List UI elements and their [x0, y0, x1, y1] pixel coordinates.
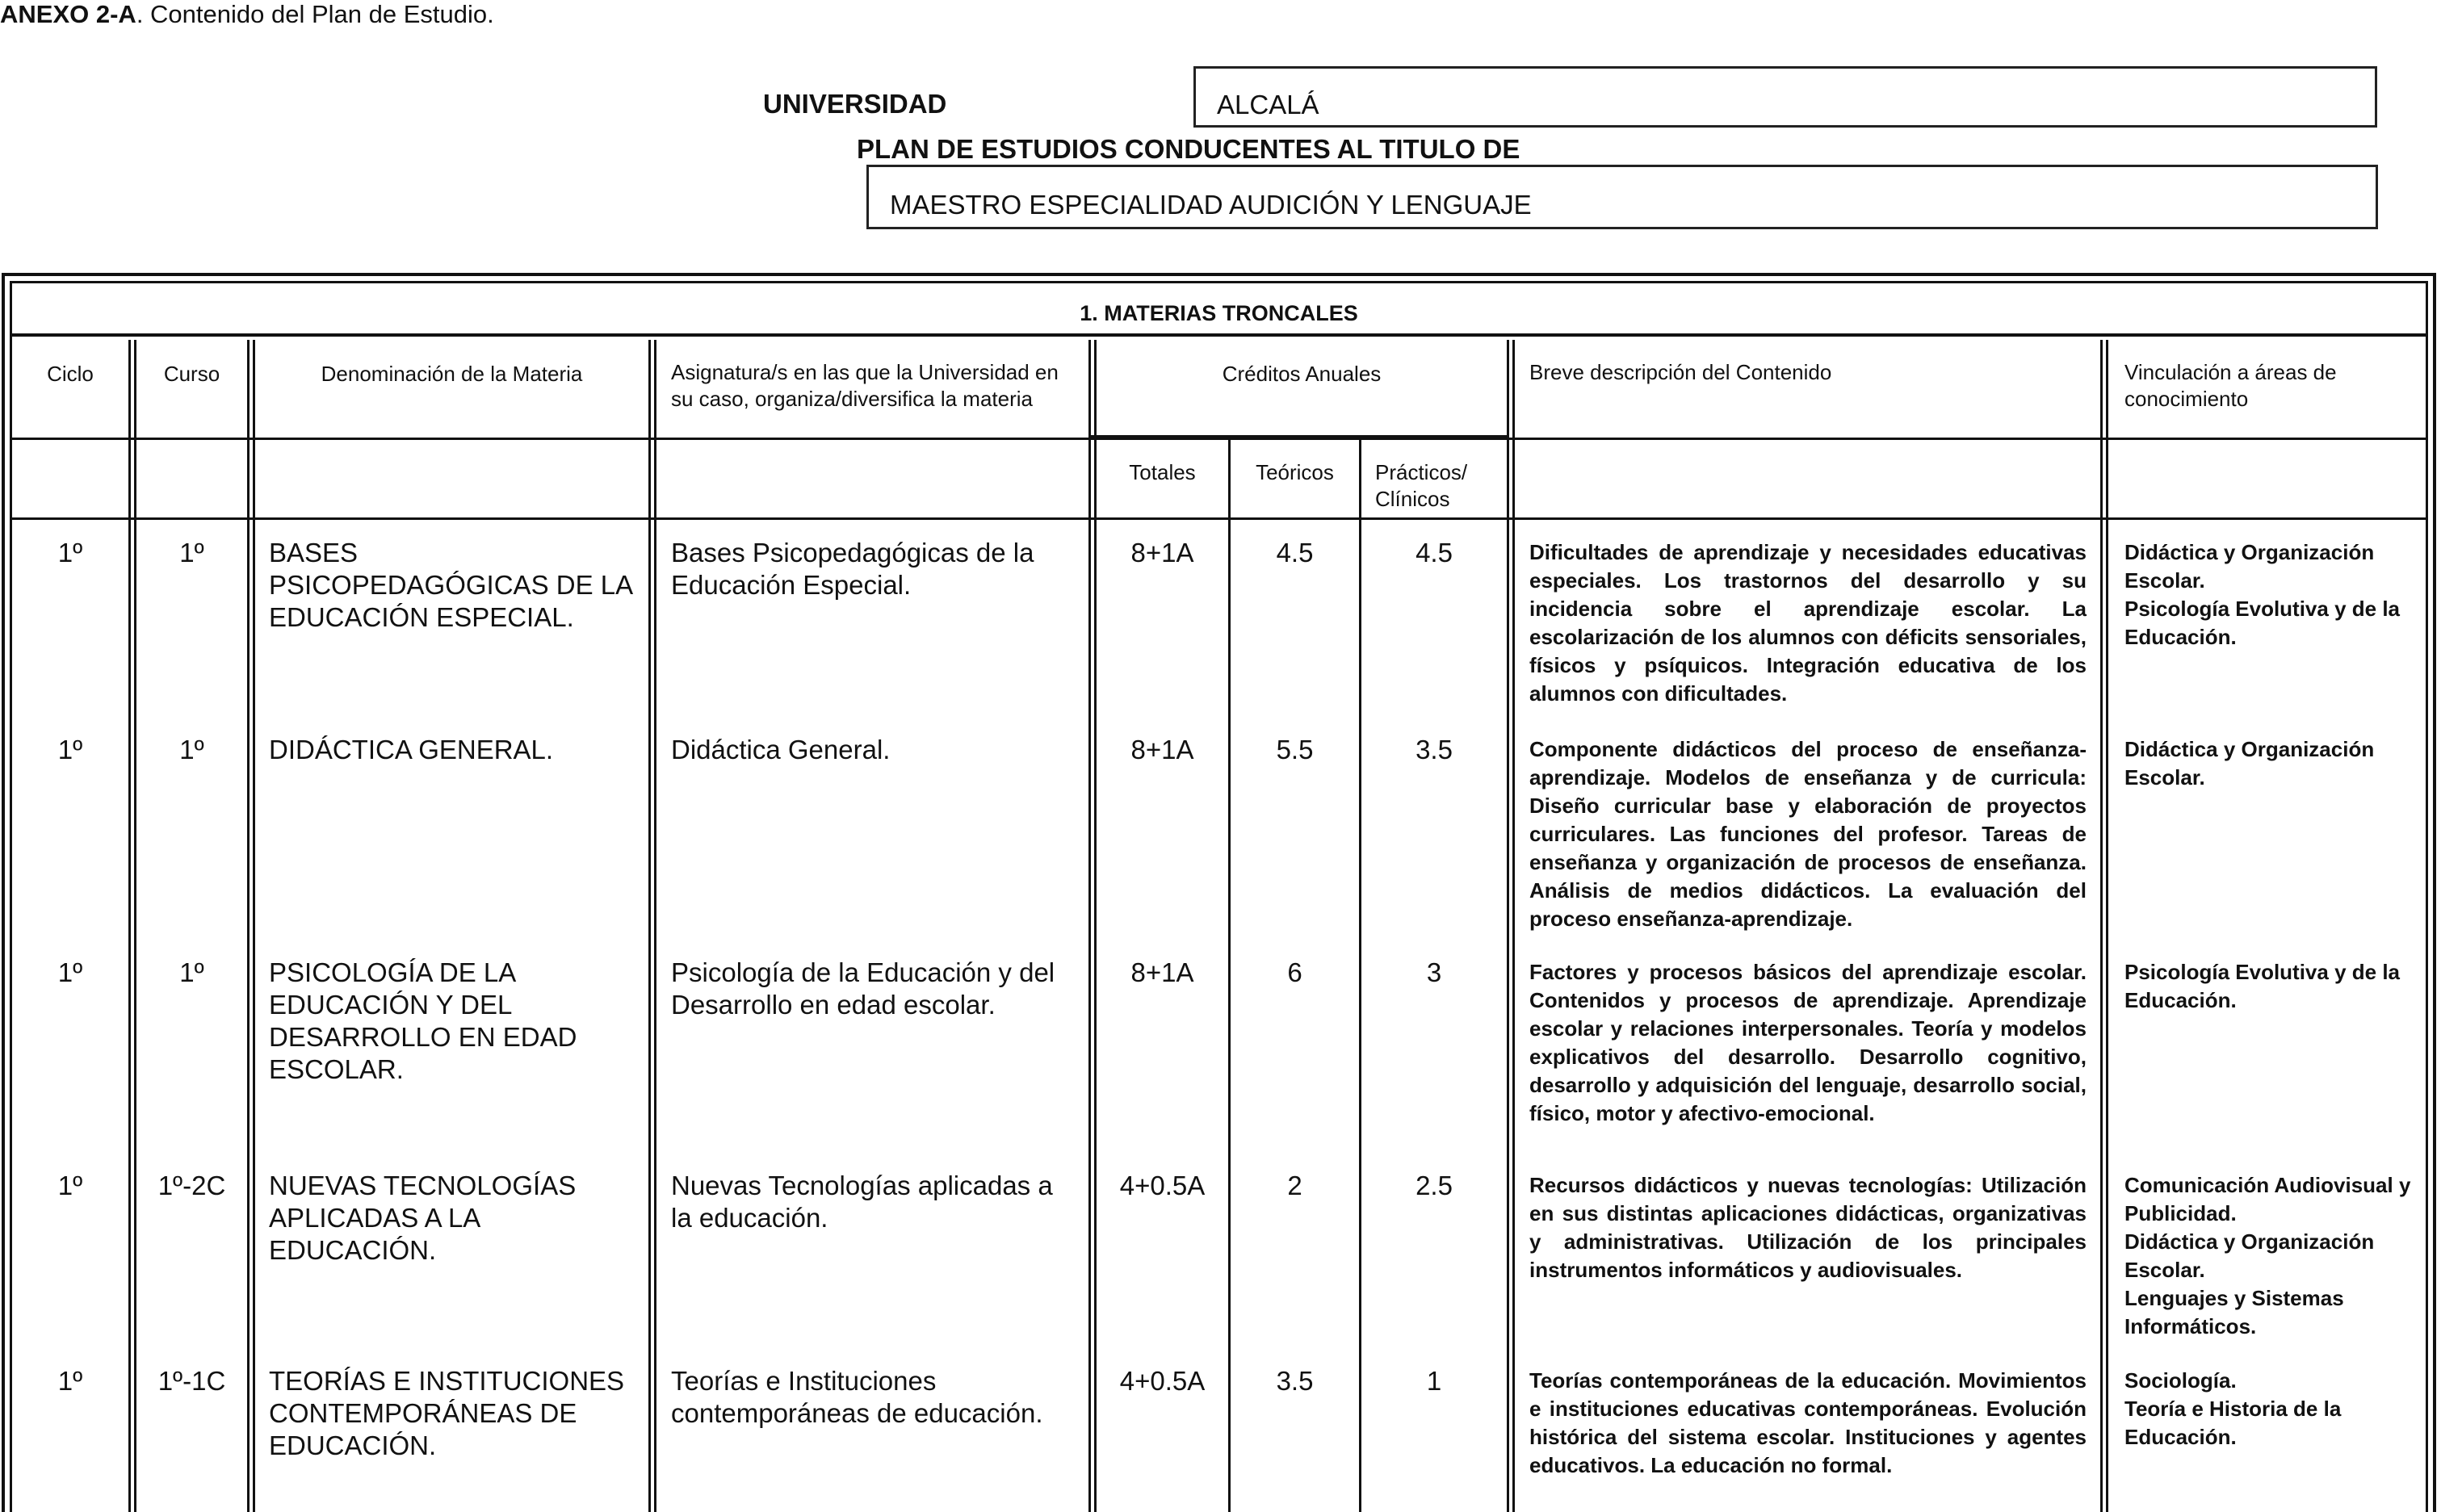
row-teoricos: 4.5: [1276, 538, 1314, 568]
row-denominacion: PSICOLOGÍA DE LA EDUCACIÓN Y DEL DESARROLLO EN EDAD ESCOLAR.: [269, 957, 577, 1084]
row-descripcion: Factores y procesos básicos del aprendizaje escolar. Contenidos y procesos de aprendizaje. Aprendizaje escolar y relaciones interpersonales. Teoría y modelos explicativos del desarrollo. Desarrollo cognitivo, desarrollo y adquisición del lenguaje, desarrollo social, físico, motor y afectivo-emocional.: [1529, 960, 2087, 1125]
university-value: ALCALÁ: [1193, 66, 2377, 128]
header-teoricos: Teóricos: [1256, 460, 1334, 484]
row-totales: 4+0.5A: [1119, 1366, 1206, 1396]
row-teoricos: 2: [1287, 1171, 1302, 1200]
row-curso: 1º: [179, 957, 204, 987]
area-item: Sociología.: [2124, 1368, 2237, 1393]
row-denominacion: DIDÁCTICA GENERAL.: [269, 735, 554, 764]
row-totales: 8+1A: [1130, 735, 1194, 764]
row-areas: [2124, 958, 2431, 1015]
row-asignatura: Psicología de la Educación y del Desarrollo en edad escolar.: [671, 957, 1055, 1020]
row-curso: 1º-1C: [157, 1366, 226, 1396]
plan-label: PLAN DE ESTUDIOS CONDUCENTES AL TITULO DE: [857, 134, 1520, 164]
header-vinculacion: Vinculación a áreas de conocimiento: [2124, 360, 2337, 411]
col-divider: [1088, 340, 1097, 1512]
row-areas: [2124, 538, 2431, 651]
col-divider: [247, 340, 255, 1512]
row-practicos: 3.5: [1416, 735, 1453, 764]
header-practicos: Prácticos/ Clínicos: [1375, 460, 1468, 511]
col-divider: [2100, 340, 2108, 1512]
row-ciclo: 1º: [57, 1366, 83, 1396]
row-practicos: 1: [1426, 1366, 1442, 1396]
row-asignatura: Bases Psicopedagógicas de la Educación Especial.: [671, 538, 1034, 600]
area-item: Teoría e Historia de la Educación.: [2124, 1397, 2342, 1449]
row-ciclo: 1º: [57, 957, 83, 987]
header-descripcion: Breve descripción del Contenido: [1529, 360, 1832, 384]
annex-prefix: ANEXO 2-A: [0, 0, 136, 28]
header-rule: [12, 438, 2426, 440]
row-ciclo: 1º: [57, 1171, 83, 1200]
row-curso: 1º: [179, 735, 204, 764]
header-rule: [12, 517, 2426, 520]
row-ciclo: 1º: [57, 735, 83, 764]
row-denominacion: BASES PSICOPEDAGÓGICAS DE LA EDUCACIÓN ESPECIAL.: [269, 538, 632, 632]
annex-rest: . Contenido del Plan de Estudio.: [136, 0, 494, 28]
header-creditos: Créditos Anuales: [1222, 362, 1382, 386]
header-asignaturas: Asignatura/s en las que la Universidad en su caso, organiza/diversifica la materia: [671, 360, 1059, 411]
row-ciclo: 1º: [57, 538, 83, 568]
area-item: Lenguajes y Sistemas Informáticos.: [2124, 1286, 2344, 1338]
row-practicos: 3: [1426, 957, 1442, 987]
annex-title: [0, 0, 494, 29]
row-descripcion: Teorías contemporáneas de la educación. Movimientos e instituciones educativas contemporáneas. Evolución histórica del sistema escolar. Instituciones y agentes educativos. La educación no formal.: [1529, 1368, 2087, 1477]
area-item: Didáctica y Organización Escolar.: [2124, 540, 2375, 593]
row-totales: 4+0.5A: [1119, 1171, 1206, 1200]
header-curso: Curso: [163, 362, 220, 386]
row-asignatura: Nuevas Tecnologías aplicadas a la educación.: [671, 1171, 1053, 1233]
row-areas: [2124, 735, 2431, 792]
header-rule: [1091, 435, 1509, 438]
row-totales: 8+1A: [1130, 957, 1194, 987]
row-practicos: 4.5: [1416, 538, 1453, 568]
row-descripcion: Componente didácticos del proceso de enseñanza-aprendizaje. Modelos de enseñanza y de curricula: Diseño curricular base y elaboración de proyectos curriculares. Las funciones del profesor. Tareas de enseñanza y organización de procesos de enseñanza. Análisis de medios didácticos. La evaluación del proceso enseñanza-aprendizaje.: [1529, 737, 2087, 931]
row-denominacion: NUEVAS TECNOLOGÍAS APLICADAS A LA EDUCACIÓN.: [269, 1171, 577, 1265]
materias-table-inner: [10, 281, 2428, 1512]
row-areas: [2124, 1367, 2431, 1451]
row-curso: 1º-2C: [157, 1171, 226, 1200]
area-item: Didáctica y Organización Escolar.: [2124, 737, 2375, 790]
area-item: Didáctica y Organización Escolar.: [2124, 1229, 2375, 1282]
degree-title: MAESTRO ESPECIALIDAD AUDICIÓN Y LENGUAJE: [866, 165, 2378, 229]
row-curso: 1º: [179, 538, 204, 568]
table-title: 1. MATERIAS TRONCALES: [12, 283, 2426, 337]
header-ciclo: Ciclo: [47, 362, 94, 386]
row-asignatura: Didáctica General.: [671, 735, 891, 764]
col-divider: [128, 340, 136, 1512]
row-descripcion: Dificultades de aprendizaje y necesidades educativas especiales. Los trastornos del desarrollo y su incidencia sobre el aprendizaje escolar. La escolarización de los alumnos con déficits sensoriales, físicos y psíquicos. Integración educativa de los alumnos con dificultades.: [1529, 540, 2087, 706]
col-divider: [648, 340, 656, 1512]
row-asignatura: Teorías e Instituciones contemporáneas de educación.: [671, 1366, 1043, 1428]
col-divider: [1507, 340, 1515, 1512]
row-practicos: 2.5: [1416, 1171, 1453, 1200]
area-item: Comunicación Audiovisual y Publicidad.: [2124, 1173, 2411, 1225]
row-teoricos: 6: [1287, 957, 1302, 987]
area-item: Psicología Evolutiva y de la Educación.: [2124, 597, 2401, 649]
row-totales: 8+1A: [1130, 538, 1194, 568]
area-item: Psicología Evolutiva y de la Educación.: [2124, 960, 2401, 1012]
row-teoricos: 5.5: [1276, 735, 1314, 764]
university-label: UNIVERSIDAD: [763, 89, 947, 119]
row-descripcion: Recursos didácticos y nuevas tecnologías: Utilización en sus distintas aplicaciones didácticas, organizativas y administrativas. Utilización de los principales instrumentos informáticos y audiovisuales.: [1529, 1173, 2087, 1282]
row-teoricos: 3.5: [1276, 1366, 1314, 1396]
row-denominacion: TEORÍAS E INSTITUCIONES CONTEMPORÁNEAS DE EDUCACIÓN.: [269, 1366, 625, 1460]
header-totales: Totales: [1129, 460, 1196, 484]
header-denominacion: Denominación de la Materia: [321, 362, 583, 386]
materias-table: [2, 273, 2436, 1512]
row-areas: [2124, 1171, 2431, 1341]
